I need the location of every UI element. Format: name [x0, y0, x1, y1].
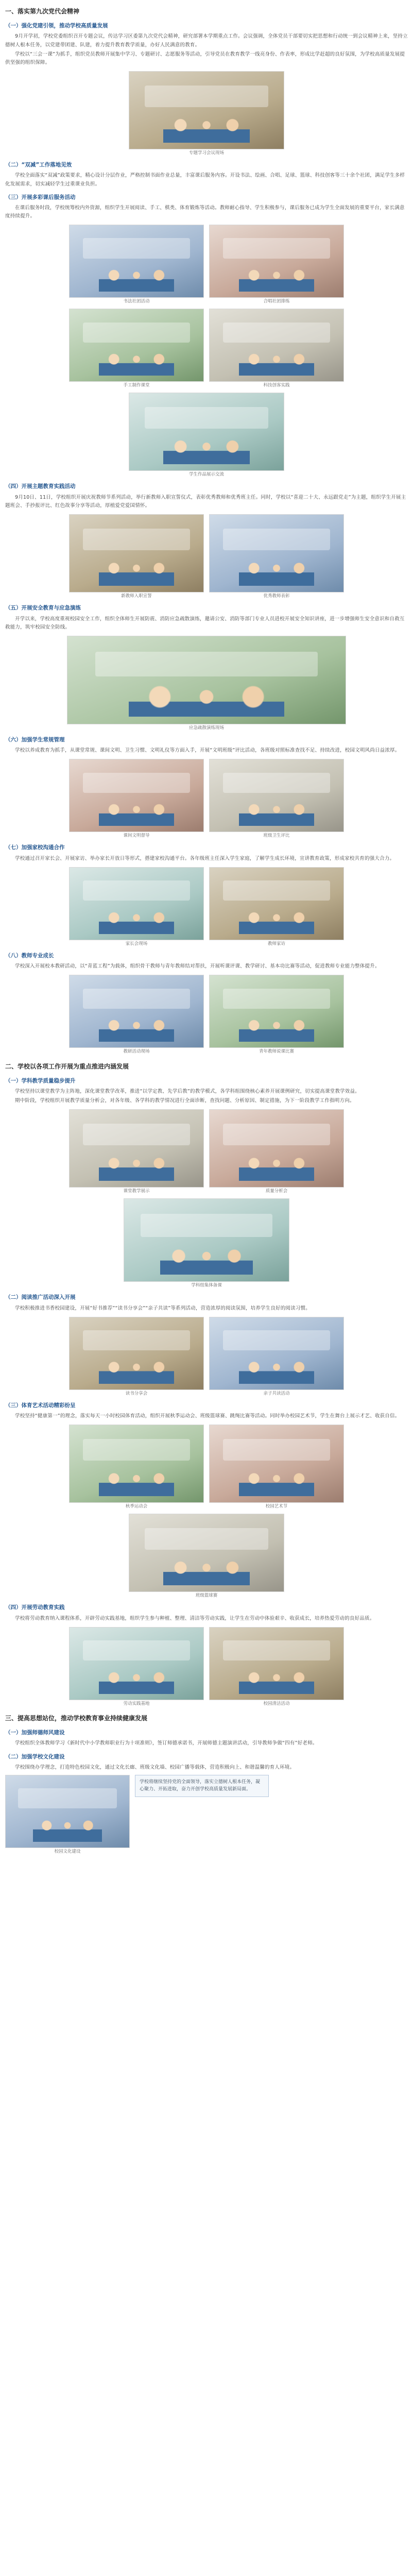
figure	[209, 759, 344, 839]
figure	[209, 975, 344, 1055]
figure	[129, 393, 284, 478]
figure-row-3	[0, 306, 413, 389]
paragraph: 9月开学初，学校党委组织召开专题会议，传达学习区委第九次党代会精神，研究部署本学期重点工作。会议强调，全体党员干部要切实把思想和行动统一到会议精神上来，坚持立德树人根本任务，以党建带团建、队建，着力提升教育教学质量，办好人民满意的教育。	[5, 33, 408, 48]
figure-row-5	[0, 511, 413, 600]
figure-caption: 专题学习会议现场	[188, 150, 224, 156]
figure-row-6	[0, 633, 413, 732]
photo	[69, 975, 204, 1048]
figure-row-13	[0, 1421, 413, 1511]
figure	[209, 1109, 344, 1194]
figure-caption: 亲子共读活动	[263, 1391, 290, 1396]
photo	[209, 514, 344, 592]
photo	[209, 759, 344, 832]
figure	[209, 1627, 344, 1707]
paragraph: 学校全面落实“双减”政策要求，精心设计分层作业，严格控制书面作业总量，丰富课后服务内容。开设书法、绘画、合唱、足球、篮球、科技创客等三十余个社团，满足学生多样化发展需求，切实减轻学生过重课业负担。	[5, 173, 405, 187]
section-3-title: 三、提高思想站位，推动学校教育事业持续健康发展	[5, 1715, 148, 1722]
figure	[69, 975, 204, 1055]
figure-row-14	[0, 1511, 413, 1600]
figure-caption: 课堂教学展示	[123, 1189, 150, 1194]
figure	[67, 636, 346, 731]
photo	[69, 1627, 204, 1700]
paragraph: 在课后服务时段，学校统筹校内外资源，组织学生开展阅读、手工、棋类、体育锻炼等活动。教师耐心指导、学生积极参与，课后服务已成为学生全面发展的重要平台，家长满意度持续提升。	[5, 205, 405, 219]
photo	[69, 759, 204, 832]
figure-row-12	[0, 1314, 413, 1398]
figure	[209, 1425, 344, 1510]
figure-row-4	[0, 389, 413, 479]
figure	[129, 71, 284, 156]
photo	[5, 1775, 130, 1848]
figure-caption: 读书分享会	[125, 1391, 148, 1396]
figure-caption: 应急疏散演练现场	[188, 725, 224, 731]
figure	[209, 514, 344, 599]
photo	[209, 1627, 344, 1700]
figure-caption: 科技创客实践	[263, 383, 290, 388]
figure	[69, 1627, 204, 1707]
photo	[209, 975, 344, 1048]
section-1-4-title: （四）开展主题教育实践活动	[5, 483, 76, 490]
paragraph: 开学以来，学校高度重视校园安全工作，组织全体师生开展防震、消防应急疏散演练，邀请公安、消防等部门专业人员进校开展安全知识讲座，进一步增强师生安全意识和自救互救能力，筑牢校园安全防线。	[5, 616, 405, 630]
paragraph: 学校积极推进书香校园建设，开展“好书推荐”“读书分享会”“亲子共读”等系列活动，营造浓厚的阅读氛围，培养学生良好的阅读习惯。	[15, 1305, 311, 1311]
figure-caption: 课间文明督导	[123, 833, 150, 839]
photo	[69, 1109, 204, 1188]
figure-caption: 新教师入职宣誓	[121, 594, 152, 599]
photo	[124, 1198, 289, 1282]
figure-caption: 校园艺术节	[265, 1504, 288, 1510]
photo	[209, 1317, 344, 1390]
figure-caption: 校园文化建设	[54, 1849, 81, 1855]
section-2-4-title: （四）开展劳动教育实践	[5, 1604, 65, 1611]
section-1-8-title: （八）教师专业成长	[5, 952, 54, 959]
paragraph: 学校以养成教育为抓手，从课堂常规、课间文明、卫生习惯、文明礼仪等方面入手，开展“文明班级”评比活动，各班级对照标准查找不足、持续改进，校园文明风尚日益浓厚。	[15, 748, 400, 754]
paragraph: 学校坚持以课堂教学为主阵地，深化课堂教学改革，推进“以学定教、先学后教”的教学模式，各学科组围绕核心素养开展课例研究，切实提高课堂教学效益。	[15, 1088, 360, 1094]
figure-caption: 青年教师说课比赛	[259, 1049, 294, 1055]
section-1-3-title: （三）开展多彩课后服务活动	[5, 194, 76, 200]
section-1-title: 一、落实第九次党代会精神	[5, 8, 80, 15]
figure	[209, 867, 344, 947]
section-2-3-title: （三）体育艺术活动精彩纷呈	[5, 1402, 76, 1409]
figure	[209, 309, 344, 388]
section-1-6-title: （六）加强学生常规管理	[5, 736, 65, 743]
figure-caption: 质量分析会	[265, 1189, 288, 1194]
paragraph: 学校组织全体教师学习《新时代中小学教师职业行为十项准则》，签订师德承诺书，开展师德主题演讲活动，引导教师争做“四有”好老师。	[15, 1740, 318, 1747]
figure-row-1	[0, 68, 413, 157]
figure	[5, 1775, 130, 1855]
figure-caption: 劳动实践基地	[123, 1701, 150, 1706]
photo	[209, 1425, 344, 1503]
section-2-2-title: （二）阅读推广活动深入开展	[5, 1294, 76, 1301]
photo	[69, 309, 204, 382]
figure-row-7	[0, 756, 413, 840]
section-3-1-title: （一）加强师德师风建设	[5, 1730, 65, 1736]
paragraph: 9月10日、11日，学校组织开展庆祝教师节系列活动，举行新教师入职宣誓仪式，表彰优秀教师和优秀班主任。同时，学校以“喜迎二十大、永远跟党走”为主题，组织学生开展主题班会、手抄报评比、红色故事分享等活动，厚植爱党爱国情怀。	[5, 494, 406, 509]
photo	[129, 1514, 284, 1592]
section-1-1-title: （一）强化党建引领，推动学校高质量发展	[5, 23, 108, 29]
figure-caption: 班级篮球赛	[195, 1593, 218, 1599]
paragraph: 学校围绕办学理念，打造特色校园文化，通过文化长廊、班级文化墙、校园广播等载体，营造积极向上、和谐温馨的育人环境。	[15, 1764, 295, 1770]
figure	[69, 1109, 204, 1194]
section-3-2-title: （二）加强学校文化建设	[5, 1753, 65, 1760]
paragraph: 学校将劳动教育纳入课程体系，开辟劳动实践基地，组织学生参与种植、整理、清洁等劳动实践，让学生在劳动中体验艰辛、收获成长，培养热爱劳动的良好品质。	[15, 1615, 375, 1621]
section-1-2-title: （二）“双减”工作落地见效	[5, 161, 72, 168]
section-2-1-title: （一）学科教学质量稳步提升	[5, 1077, 76, 1084]
section-1-5-title: （五）开展安全教育与应急演练	[5, 605, 81, 612]
figure	[209, 1317, 344, 1397]
photo	[69, 225, 204, 298]
figure	[69, 1425, 204, 1510]
figure	[124, 1198, 289, 1289]
photo	[69, 1317, 204, 1390]
figure	[129, 1514, 284, 1599]
photo	[129, 71, 284, 149]
photo	[209, 309, 344, 382]
figure	[69, 514, 204, 599]
figure-row-2	[0, 222, 413, 306]
photo	[69, 867, 204, 940]
figure-caption: 教研活动现场	[123, 1049, 150, 1055]
figure	[69, 1317, 204, 1397]
photo	[209, 1109, 344, 1188]
figure-caption: 书法社团活动	[123, 299, 150, 304]
photo	[69, 1425, 204, 1503]
figure-row-10	[0, 1106, 413, 1195]
figure-caption: 班级卫生评比	[263, 833, 290, 839]
closing-quote: 学校将继续坚持党的全面领导，落实立德树人根本任务，凝心聚力、开拓进取，奋力开创学校高质量发展新局面。	[135, 1775, 269, 1797]
figure-row-8	[0, 864, 413, 948]
closing-block	[5, 1775, 408, 1855]
figure-caption: 校园清洁活动	[263, 1701, 290, 1706]
figure-row-9	[0, 972, 413, 1056]
photo	[69, 514, 204, 592]
figure-caption: 学科组集体备课	[191, 1283, 222, 1289]
figure	[69, 867, 204, 947]
figure-row-15	[0, 1624, 413, 1708]
figure-caption: 合唱社团排练	[263, 299, 290, 304]
paragraph: 学校以“三会一课”为抓手，组织党员教师开展集中学习、专题研讨、志愿服务等活动，引导党员在教育教学一线亮身份、作表率，形成比学赶超的良好氛围，为学校高质量发展提供坚强的组织保障。	[5, 51, 405, 65]
section-2-title: 二、学校以各项工作开展为重点推进内涵发展	[5, 1062, 129, 1070]
section-1-7-title: （七）加强家校沟通合作	[5, 844, 65, 851]
paragraph: 学校通过召开家长会、开展家访、举办家长开放日等形式，搭建家校沟通平台。各年级班主任深入学生家庭，了解学生成长环境，宣讲教育政策，形成家校共育的强大合力。	[15, 855, 395, 861]
photo	[67, 636, 346, 724]
figure-caption: 优秀教师表彰	[263, 594, 290, 599]
figure-caption: 教师家访	[267, 941, 285, 946]
figure-row-11	[0, 1195, 413, 1290]
figure	[69, 309, 204, 388]
figure-caption: 家长会现场	[125, 941, 148, 946]
paragraph: 学校坚持“健康第一”的理念，落实每天一小时校园体育活动，组织开展秋季运动会、班级篮球赛、跳绳比赛等活动。同时举办校园艺术节，学生在舞台上展示才艺、收获自信。	[15, 1413, 400, 1419]
figure-caption: 秋季运动会	[125, 1504, 148, 1510]
photo	[129, 393, 284, 471]
figure-caption: 学生作品展示交流	[188, 472, 224, 478]
photo	[209, 225, 344, 298]
figure	[209, 225, 344, 304]
paragraph: 学校深入开展校本教研活动，以“青蓝工程”为载体，组织骨干教师与青年教师结对帮扶，开展听课评课、教学研讨、基本功比赛等活动，促进教师专业能力整体提升。	[15, 963, 380, 970]
photo	[209, 867, 344, 940]
figure	[69, 225, 204, 304]
figure	[69, 759, 204, 839]
section-1-1-body	[0, 32, 413, 67]
paragraph: 期中阶段，学校组织开展教学质量分析会，对各年级、各学科的教学情况进行全面诊断，查找问题、分析原因、制定措施，为下一阶段教学工作指明方向。	[15, 1098, 355, 1104]
figure-caption: 手工制作课堂	[123, 383, 150, 388]
